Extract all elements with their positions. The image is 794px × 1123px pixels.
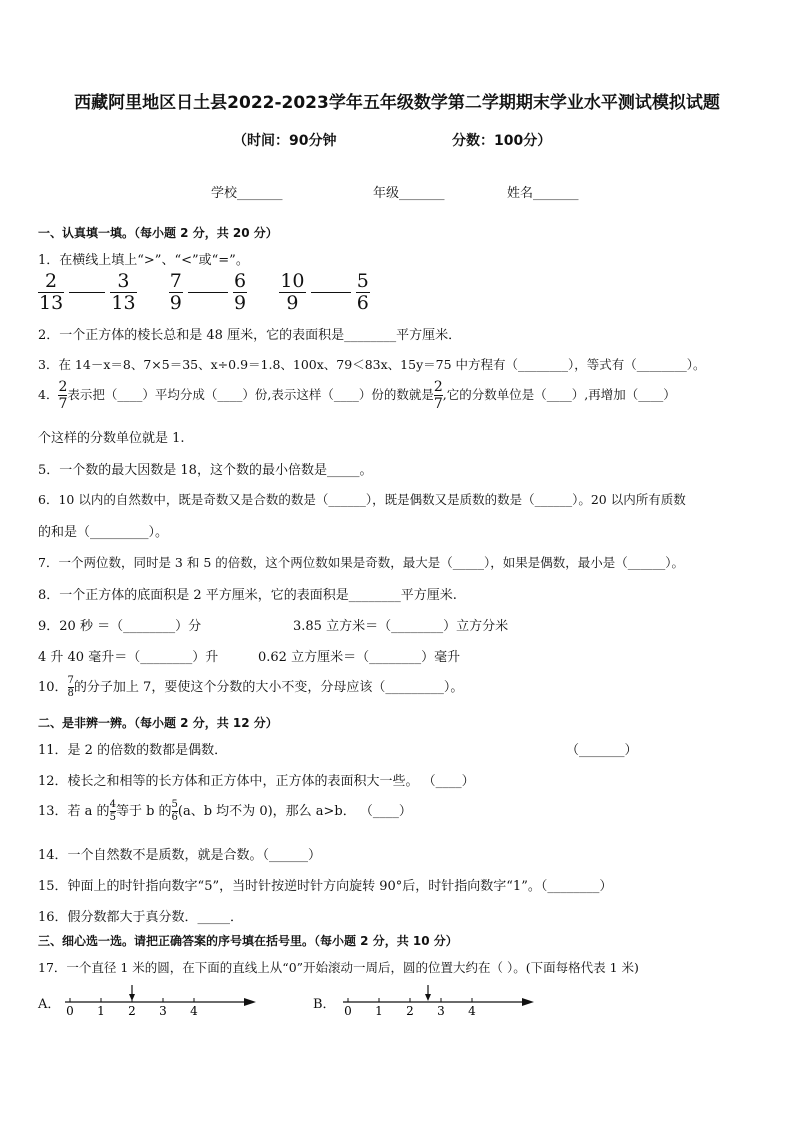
name-field[interactable]: 姓名_______ <box>507 186 579 201</box>
tick-label: 0 <box>66 1004 74 1018</box>
question-13 <box>38 800 412 823</box>
question-text: ,它的分数单位是（____）,再增加（____） <box>442 387 676 402</box>
question-2: 2．一个正方体的棱长总和是 48 厘米，它的表面积是________平方厘米． <box>38 328 462 343</box>
exam-time: （时间：90分钟 <box>233 133 337 149</box>
question-1-fractions <box>38 272 370 313</box>
fraction: $\frac{4}{5}$ <box>109 799 116 823</box>
option-b-number-line[interactable] <box>338 982 538 1020</box>
pointer-arrow-head <box>129 994 135 1001</box>
question-text: 表示把（____）平均分成（____）份,表示这样（____）份的数就是 <box>67 387 434 402</box>
exam-score: 分数：100分） <box>452 133 552 149</box>
fraction: $\frac{5}{6}$ <box>171 799 178 823</box>
question-text: 等于 b 的 <box>115 804 172 819</box>
tick-label: 4 <box>468 1004 476 1018</box>
question-15: 15．钟面上的时针指向数字“5”，当时针按逆时针方向旋转 90°后，时针指向数字“1”。（________） <box>38 879 613 894</box>
tick-label: 2 <box>128 1004 136 1018</box>
school-field[interactable]: 学校_______ <box>211 186 283 201</box>
question-text: 的分子加上 7，要使这个分数的大小不变，分母应该（_________）。 <box>73 680 464 695</box>
answer-blank[interactable] <box>69 292 105 293</box>
question-11: 11．是 2 的倍数的数都是偶数． <box>38 743 228 758</box>
question-3: 3．在 14－x＝8、7×5＝35、x÷0.9＝1.8、100x、79＜83x、15y＝75 中方程有（________），等式有（________）。 <box>38 357 706 372</box>
section-3-heading: 三、细心选一选。请把正确答案的序号填在括号里。（每小题 2 分，共 10 分） <box>38 934 458 948</box>
question-7: 7．一个两位数，同时是 3 和 5 的倍数，这个两位数如果是奇数，最大是（_____），如果是偶数，最小是（______）。 <box>38 555 685 570</box>
question-4 <box>38 380 676 411</box>
question-1: 1．在横线上填上“>”、“<”或“=”。 <box>38 253 249 268</box>
question-4-continued: 个这样的分数单位就是 1. <box>38 431 185 446</box>
fraction: $\frac{7}{8}$ <box>67 675 74 699</box>
fraction: $\frac{7}{9}$ <box>169 270 182 314</box>
answer-blank[interactable] <box>188 292 228 293</box>
fraction: $\frac{2}{13}$ <box>39 270 64 314</box>
question-16: 16．假分数都大于真分数．_____． <box>38 910 244 925</box>
question-5: 5．一个数的最大因数是 18，这个数的最小倍数是_____。 <box>38 463 373 478</box>
tick-label: 1 <box>375 1004 383 1018</box>
option-a-number-line[interactable] <box>60 982 260 1020</box>
question-9d: 0.62 立方厘米＝（________）毫升 <box>258 650 461 665</box>
question-9b: 3.85 立方米＝（________）立方分米 <box>293 619 509 634</box>
tick-label: 1 <box>97 1004 105 1018</box>
grade-field[interactable]: 年级_______ <box>373 186 445 201</box>
fraction: $\frac{5}{6}$ <box>356 270 369 314</box>
question-6-continued: 的和是（_________）。 <box>38 525 169 540</box>
fraction: $\frac{10}{9}$ <box>280 270 305 314</box>
tick-label: 3 <box>159 1004 167 1018</box>
tick-label: 4 <box>190 1004 198 1018</box>
question-number: 4． <box>38 387 59 402</box>
fraction: $\frac{6}{9}$ <box>234 270 247 314</box>
fraction: $\frac{2}{7}$ <box>433 379 443 412</box>
question-10 <box>38 676 463 699</box>
tick-label: 0 <box>344 1004 352 1018</box>
arrow-head <box>244 998 256 1006</box>
section-1-heading: 一、认真填一填。（每小题 2 分，共 20 分） <box>38 226 278 240</box>
arrow-head <box>522 998 534 1006</box>
question-text: (a、b 均不为 0)，那么 a>b． （____） <box>177 804 412 819</box>
answer-blank[interactable] <box>311 292 351 293</box>
question-17: 17．一个直径 1 米的圆，在下面的直线上从“0”开始滚动一周后，圆的位置大约在（ ）。(下面每格代表 1 米) <box>38 960 639 975</box>
question-8: 8．一个正方体的底面积是 2 平方厘米，它的表面积是________平方厘米. <box>38 588 457 603</box>
option-a-label[interactable]: A． <box>38 997 61 1012</box>
section-2-heading: 二、是非辨一辨。（每小题 2 分，共 12 分） <box>38 716 278 730</box>
fraction: $\frac{2}{7}$ <box>58 379 68 412</box>
page-title: 西藏阿里地区日土县2022-2023学年五年级数学第二学期期末学业水平测试模拟试题 <box>74 93 720 113</box>
tick-label: 2 <box>406 1004 414 1018</box>
question-number: 10． <box>38 680 68 695</box>
question-12: 12．棱长之和相等的长方体和正方体中，正方体的表面积大一些。 （____） <box>38 774 475 789</box>
question-text: 13．若 a 的 <box>38 804 110 819</box>
question-9a: 9．20 秒 ＝（________）分 <box>38 619 202 634</box>
pointer-arrow-head <box>425 994 431 1001</box>
question-6: 6．10 以内的自然数中，既是奇数又是合数的数是（______），既是偶数又是质数的数是（______）。20 以内所有质数 <box>38 492 686 507</box>
tick-label: 3 <box>437 1004 445 1018</box>
fraction: $\frac{3}{13}$ <box>111 270 136 314</box>
question-14: 14．一个自然数不是质数，就是合数。（______） <box>38 848 322 863</box>
question-9c: 4 升 40 毫升＝（________）升 <box>38 650 219 665</box>
question-11-answer[interactable]: （_______） <box>566 743 638 758</box>
option-b-label[interactable]: B． <box>313 997 336 1012</box>
